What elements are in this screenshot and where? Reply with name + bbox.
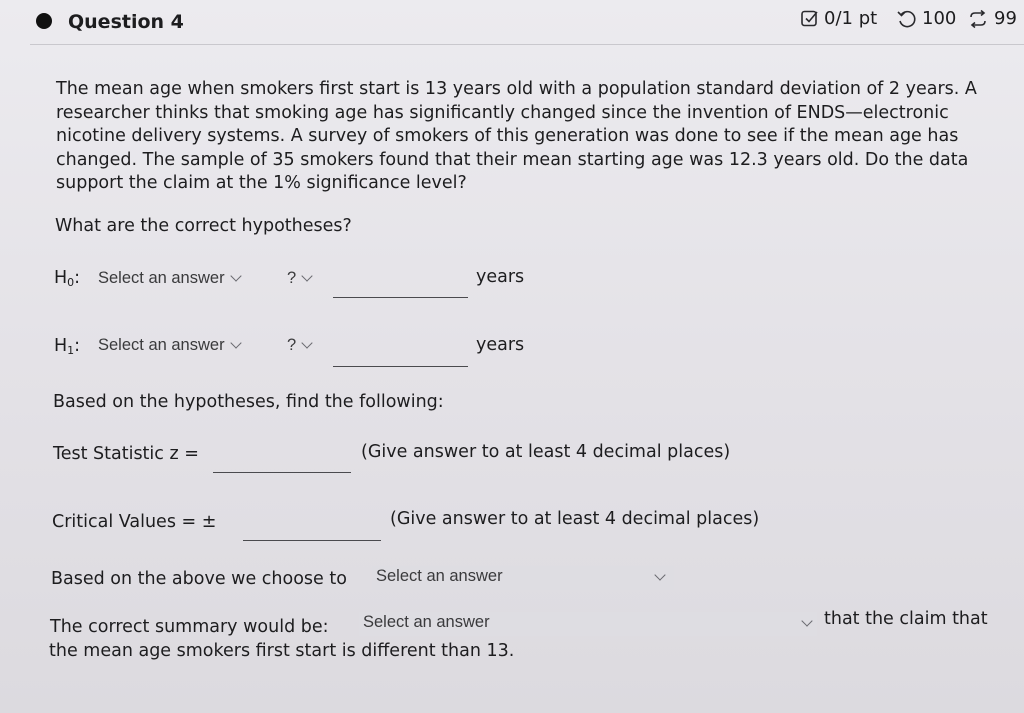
h0-operator-select[interactable] [283,268,315,289]
h0-parameter-select-value: Select an answer [98,269,225,287]
summary-line2: the mean age smokers first start is different than 13. [49,641,515,661]
question-bullet-icon [36,13,52,29]
summary-after-text: that the claim that [824,609,988,629]
attempts-count: 99 [994,8,1017,29]
question-title: Question 4 [68,11,184,33]
summary-label: The correct summary would be: [50,617,329,637]
header-divider [30,44,1024,45]
h1-parameter-select[interactable] [94,335,244,356]
decision-select[interactable] [372,566,674,590]
h0-value-input[interactable] [333,297,468,298]
h0-parameter-select[interactable] [94,268,244,289]
h0-unit: years [476,267,525,287]
repeat-icon [966,9,990,29]
retry-count: 100 [922,8,957,29]
chevron-down-icon [801,615,812,626]
chevron-down-icon [302,270,313,281]
hypotheses-prompt: What are the correct hypotheses? [55,216,352,236]
retry-icon [896,9,918,29]
summary-select-value: Select an answer [363,613,490,631]
score-indicator [800,8,877,29]
chevron-down-icon [302,337,313,348]
critical-values-hint: (Give answer to at least 4 decimal places) [390,509,760,529]
test-statistic-hint: (Give answer to at least 4 decimal places) [361,442,731,462]
summary-select[interactable] [359,612,817,636]
h1-label-colon: : [74,336,81,356]
h0-label [54,268,80,289]
test-statistic-label: Test Statistic z = [53,444,199,464]
h0-label-letter: H [54,268,68,288]
h0-operator-select-value: ? [287,269,297,287]
problem-text: The mean age when smokers first start is 13 years old with a population standard deviation of 2 years. A researcher thinks that smoking age has significantly changed since the invention of ENDS—electronic nicotine delivery systems. A survey of smokers of this generation was done to see if the mean age has changed. The sample of 35 smokers found that their mean starting age was 12.3 years old. Do the data support the claim at the 1% significance level? [56,79,977,194]
attempts-indicator [966,8,1017,29]
critical-values-input[interactable] [243,540,381,541]
chevron-down-icon [230,337,241,348]
critical-values-label: Critical Values = ± [52,512,217,532]
chevron-down-icon [654,569,665,580]
h1-value-input[interactable] [333,366,468,367]
checkbox-score-icon [800,9,820,29]
h1-unit: years [476,335,525,355]
h1-label-letter: H [54,336,68,356]
decision-select-value: Select an answer [376,567,503,585]
test-statistic-input[interactable] [213,472,351,473]
h1-parameter-select-value: Select an answer [98,336,225,354]
h1-operator-select[interactable] [283,335,315,356]
chevron-down-icon [230,270,241,281]
find-prompt: Based on the hypotheses, find the following: [53,392,444,412]
h1-label [54,336,80,357]
h1-operator-select-value: ? [287,336,297,354]
h1-label-sub: 1 [67,344,75,357]
score-text: 0/1 pt [824,8,878,29]
h0-label-colon: : [74,268,81,288]
decision-label: Based on the above we choose to [51,569,347,589]
h0-label-sub: 0 [67,276,75,289]
retry-indicator[interactable] [896,8,956,29]
